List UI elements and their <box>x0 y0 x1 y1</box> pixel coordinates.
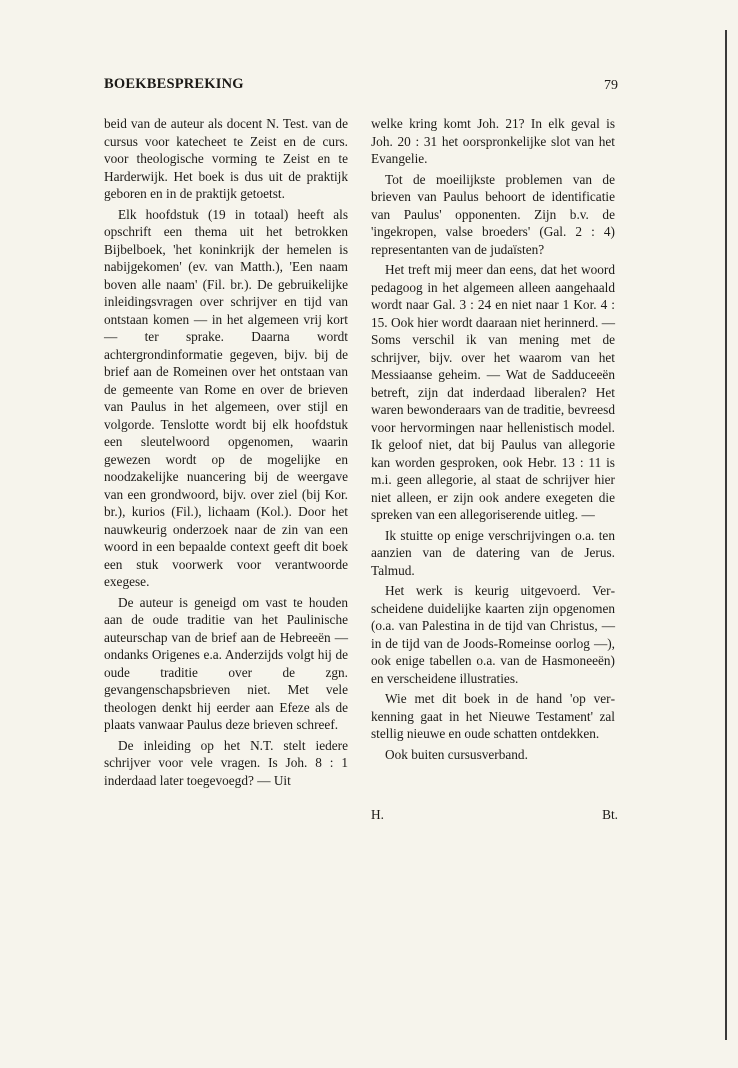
paragraph: Tot de moeilijkste problemen van de brieven van Paulus behoort de identificatie van Paulus' opponenten. Zijn b.v. de 'ingekropen, valse broeders' (Gal. 2 : 4) representanten van de judaïsten? <box>371 171 615 257</box>
paragraph: Wie met dit boek in de hand 'op verkenning gaat in het Nieuwe Testament' zal stellig nieuwe en oude schatten ontdekken. <box>371 691 615 741</box>
left-text-column <box>104 115 348 792</box>
paragraph: beid van de auteur als docent N. Test. van de cursus voor katecheet te Zeist en de curs. voor theologische vorming te Zeist en te Harderwijk. Het boek is dus uit de praktijk geboren en in de praktijk getoetst. <box>104 116 348 201</box>
paragraph: Het werk is keurig uitgevoerd. Verscheidene duidelijke kaarten zijn opgenomen (o.a. van Palestina in de tijd van Christus, — in de tijd van de Joods-Romeinse oorlog —), ook enige tabellen o.a. van de Hasmoneeën) en verscheidene illustraties. <box>371 583 615 686</box>
paragraph: De auteur is geneigd om vast te houden aan de oude traditie van het Paulinische auteurschap van de brief aan de Hebreeën — ondanks Origenes e.a. Anderzijds volgt hij de oude traditie over de zgn. gevangenschapsbrieven niet. Met vele theologen denkt hij eerder aan Efeze als de plaats vanwaar Paulus deze brieven schreef. <box>104 594 348 732</box>
signature-author: Bt. <box>602 807 618 822</box>
right-text-column <box>371 115 615 766</box>
page-edge-rule <box>725 30 727 1040</box>
paragraph: De inleiding op het N.T. stelt iedere schrijver voor vele vragen. Is Joh. 8 : 1 inderdaad later toegevoegd? — Uit <box>104 737 348 788</box>
signature-initial: H. <box>371 807 384 822</box>
running-header-title: BOEKBESPREKING <box>104 76 244 92</box>
paragraph: Ook buiten cursusverband. <box>385 746 528 762</box>
paragraph: Elk hoofdstuk (19 in totaal) heeft als opschrift een thema uit het betrokken Bijbelboek, 'het koninkrijk der hemelen is nabijgekomen' (ev. van Matth.), 'Een naam boven alle naam' (Fil. br.). De gebruikelijke inleidingsvragen over schrijver en tijd van ontstaan komen — in het algemeen vrij kort — ter sprake. Daarna wordt achtergrondinformatie gegeven, bijv. bij de brief aan de Romeinen over het ontstaan van de gemeente van Rome en over de brieven van Paulus in het algemeen, over stijl en volgorde. Tenslotte wordt bij elk hoofdstuk een sleutelwoord opgenomen, waarin gewezen wordt op de mogelijke en noodzakelijke nuancering bij de weergave van een grondwoord, bijv. over ziel (bij Kor. br.), kurios (Fil.), lichaam (Kol.). Door het nauwkeurig onderzoek naar de zin van een woord in een bepaalde context geeft dit boek een stuk voorwerk voor verantwoorde exegese. <box>104 206 348 589</box>
page-number: 79 <box>604 78 618 93</box>
paragraph: welke kring komt Joh. 21? In elk geval is Joh. 20 : 31 het oorspronkelijke slot van het Evangelie. <box>371 116 615 166</box>
paragraph: Het treft mij meer dan eens, dat het woord pedagoog in het algemeen alleen aangehaald wordt naar Gal. 3 : 24 en niet naar 1 Kor. 4 : 15. Ook hier wordt daaraan niet herinnerd. — Soms verschil ik van mening met de schrijver, bijv. over het waarom van het Messiaanse geheim. — Wat de Sadduceeën betreft, zijn dat inderdaad liberalen? Het waren bewonderaars van de traditie, bevreesd voor hervormingen naar hellenistisch model. Ik geloof niet, dat bij Paulus van allegorie kan worden gesproken, ook Hebr. 13 : 11 is m.i. geen allegorie, al staat de schrijver hier niet alleen, er zijn ook andere exegeten die spreken van een allegoriserende uitleg. — <box>371 262 615 522</box>
review-signature <box>371 807 618 823</box>
paragraph: Ik stuitte op enige verschrijvingen o.a. ten aanzien van de datering van de Jerus. Talmud. <box>371 527 615 578</box>
